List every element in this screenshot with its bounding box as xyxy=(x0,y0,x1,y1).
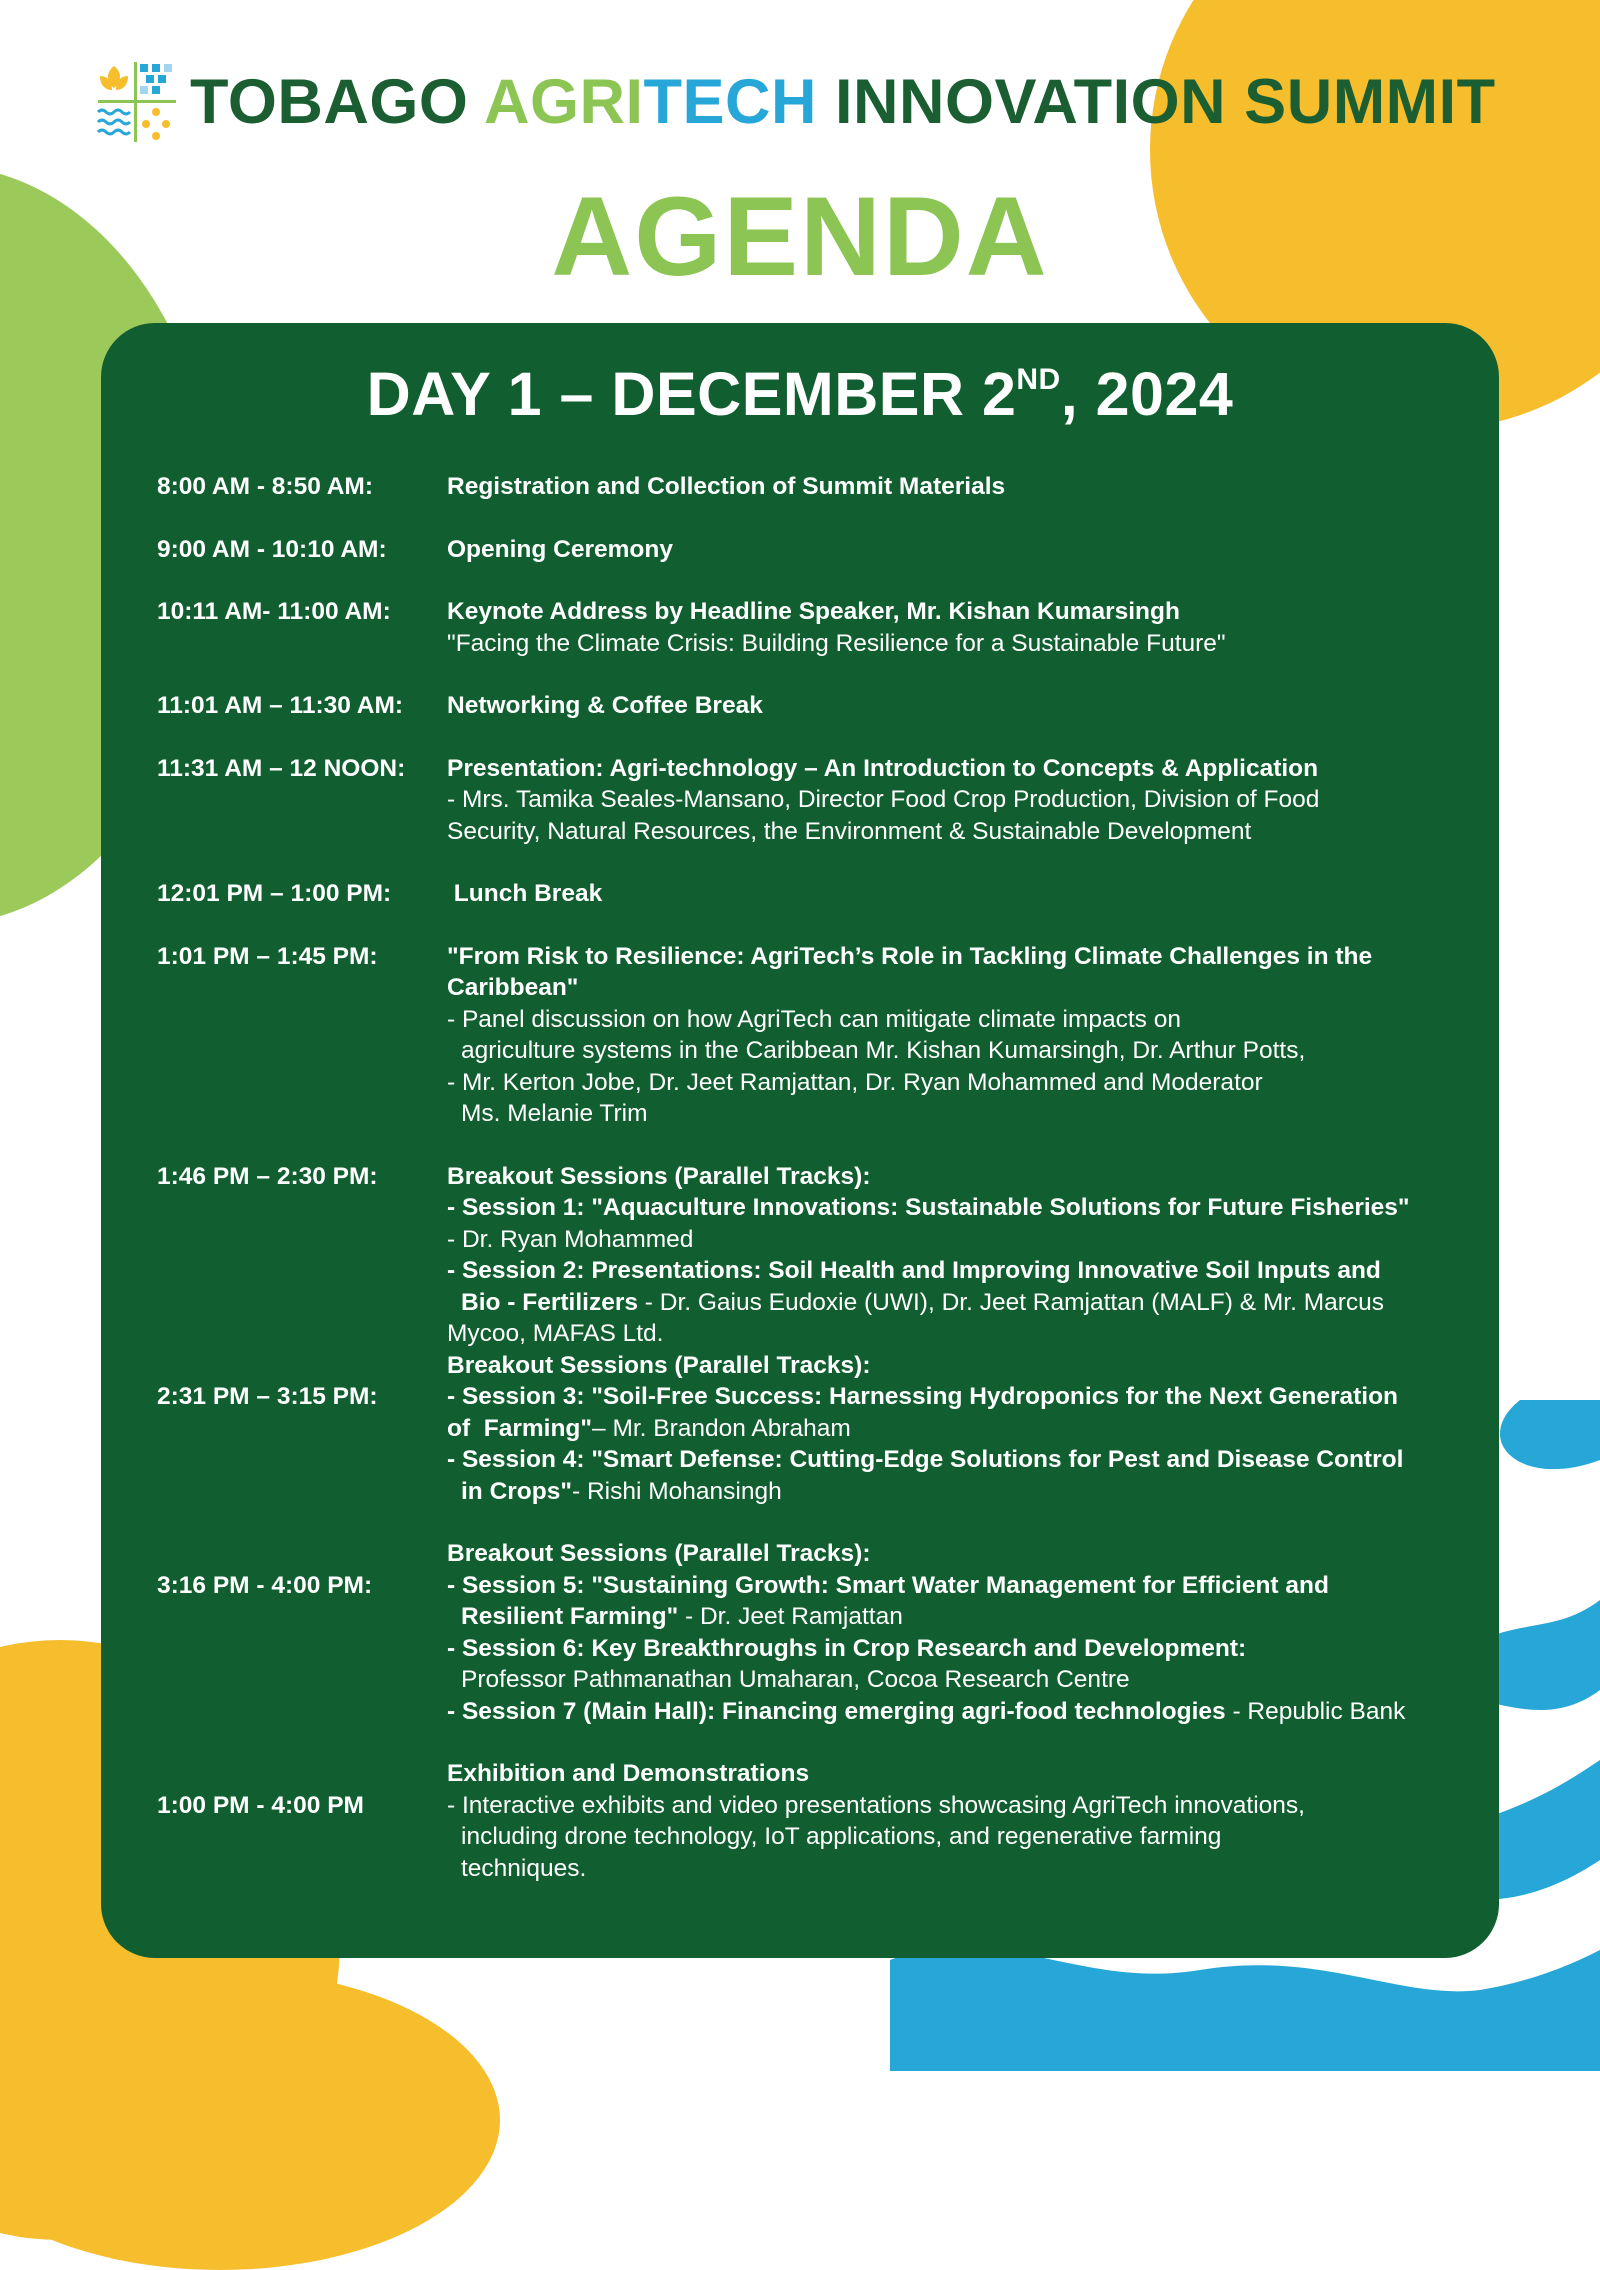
item-description xyxy=(447,878,1477,910)
item-detail: including drone technology, IoT applications, and regenerative farming xyxy=(461,1823,1222,1850)
agenda-item xyxy=(157,1758,1477,1884)
session-title-cont: of Farming" xyxy=(447,1414,593,1442)
session-title: - Session 2: Presentations: Soil Health and Improving Innovative Soil Inputs and xyxy=(447,1257,1381,1284)
session-title: - Session 1: "Aquaculture Innovations: Sustainable Solutions for Future Fisheries" xyxy=(447,1194,1410,1221)
agenda-item xyxy=(157,596,1477,659)
session-detail xyxy=(447,1413,1477,1445)
item-title: Opening Ceremony xyxy=(447,535,673,563)
item-detail: Ms. Melanie Trim xyxy=(461,1100,648,1127)
item-detail: - Mr. Kerton Jobe, Dr. Jeet Ramjattan, Dr. Ryan Mohammed and Moderator xyxy=(447,1068,1263,1096)
session-speaker: Professor Pathmanathan Umaharan, Cocoa Research Centre xyxy=(461,1666,1130,1693)
item-description xyxy=(447,753,1477,848)
session-title: - Session 5: "Sustaining Growth: Smart Water Management for Efficient and xyxy=(447,1571,1329,1599)
item-description xyxy=(447,1161,1477,1350)
breakout-heading: Breakout Sessions (Parallel Tracks): xyxy=(447,1540,871,1567)
item-time: 10:11 AM- 11:00 AM: xyxy=(157,598,391,625)
agenda-item xyxy=(157,941,1477,1130)
agenda-item xyxy=(157,878,1477,910)
page-header xyxy=(0,0,1600,320)
session-speaker: - Dr. Gaius Eudoxie (UWI), Dr. Jeet Ramjattan (MALF) & Mr. Marcus xyxy=(637,1288,1385,1316)
agenda-item xyxy=(157,1538,1477,1727)
item-time: 11:31 AM – 12 NOON: xyxy=(157,754,406,782)
item-title: Keynote Address by Headline Speaker, Mr. Kishan Kumarsingh xyxy=(447,598,1180,625)
item-time: 3:16 PM - 4:00 PM: xyxy=(157,1571,373,1599)
item-description xyxy=(447,471,1477,503)
day-title-ordinal: ND xyxy=(1016,363,1061,396)
summit-title xyxy=(190,66,1496,138)
summit-logo-row xyxy=(96,60,1496,144)
item-title: Presentation: Agri-technology – An Introduction to Concepts & Application xyxy=(447,754,1319,782)
agenda-heading: AGENDA xyxy=(551,174,1049,299)
item-time: 12:01 PM – 1:00 PM: xyxy=(157,880,392,907)
session-title: - Session 7 (Main Hall): Financing emerging agri-food technologies xyxy=(447,1697,1226,1725)
item-time: 9:00 AM - 10:10 AM: xyxy=(157,535,387,563)
exhibition-heading: Exhibition and Demonstrations xyxy=(447,1760,810,1787)
item-detail: techniques. xyxy=(461,1854,587,1882)
session-speaker: – Mr. Brandon Abraham xyxy=(592,1414,851,1442)
session-detail xyxy=(447,1476,1477,1508)
item-title: Caribbean" xyxy=(447,974,579,1001)
agenda-panel xyxy=(101,323,1499,1958)
item-time: 1:46 PM – 2:30 PM: xyxy=(157,1162,378,1190)
session-title-cont: Resilient Farming" xyxy=(461,1603,679,1630)
session-speaker: - Dr. Jeet Ramjattan xyxy=(678,1603,903,1630)
title-word-agri: AGRI xyxy=(484,67,644,137)
item-title: Networking & Coffee Break xyxy=(447,692,763,719)
item-title: "From Risk to Resilience: AgriTech’s Role in Tackling Climate Challenges in the xyxy=(447,942,1373,970)
item-description xyxy=(447,1538,1477,1727)
item-subtitle: "Facing the Climate Crisis: Building Resilience for a Sustainable Future" xyxy=(447,629,1226,657)
session-title: - Session 4: "Smart Defense: Cutting-Edge Solutions for Pest and Disease Control xyxy=(447,1446,1404,1473)
breakout-heading: Breakout Sessions (Parallel Tracks): xyxy=(447,1162,871,1190)
day-title xyxy=(101,359,1499,429)
day-title-text: DAY 1 – DECEMBER 2 xyxy=(366,360,1017,428)
session-speaker: - Dr. Ryan Mohammed xyxy=(447,1225,694,1253)
item-time: 8:00 AM - 8:50 AM: xyxy=(157,473,374,500)
agenda-item xyxy=(157,471,1477,503)
session-speaker: - Rishi Mohansingh xyxy=(571,1477,782,1505)
item-description xyxy=(447,1758,1477,1884)
title-word-tobago: TOBAGO xyxy=(190,67,485,137)
item-time: 1:01 PM – 1:45 PM: xyxy=(157,942,378,970)
day-title-year: , 2024 xyxy=(1060,360,1234,428)
item-time: 2:31 PM – 3:15 PM: xyxy=(157,1383,378,1410)
agenda-item xyxy=(157,690,1477,722)
item-description xyxy=(447,941,1477,1130)
item-time: 11:01 AM – 11:30 AM: xyxy=(157,692,404,719)
agenda-item xyxy=(157,1161,1477,1350)
session-detail xyxy=(447,1601,1477,1633)
item-description xyxy=(447,690,1477,722)
agenda-item xyxy=(157,534,1477,566)
item-detail: - Interactive exhibits and video presentations showcasing AgriTech innovations, xyxy=(447,1791,1305,1819)
item-description xyxy=(447,596,1477,659)
item-time: 1:00 PM - 4:00 PM xyxy=(157,1791,364,1819)
schedule-list xyxy=(157,471,1477,1915)
agenda-item xyxy=(157,753,1477,848)
item-title: Lunch Break xyxy=(447,880,603,907)
session-detail xyxy=(447,1696,1477,1728)
item-detail: Security, Natural Resources, the Environment & Sustainable Development xyxy=(447,817,1252,845)
breakout-heading: Breakout Sessions (Parallel Tracks): xyxy=(447,1351,871,1379)
title-word-tech: TECH xyxy=(643,67,818,137)
session-title: - Session 3: "Soil-Free Success: Harnessing Hydroponics for the Next Generation xyxy=(447,1383,1399,1410)
session-title: - Session 6: Key Breakthroughs in Crop Research and Development: xyxy=(447,1634,1247,1662)
agenda-item xyxy=(157,1350,1477,1508)
session-detail xyxy=(447,1287,1477,1319)
item-detail: - Panel discussion on how AgriTech can mitigate climate impacts on xyxy=(447,1005,1181,1033)
item-description xyxy=(447,1350,1477,1508)
session-speaker: - Republic Bank xyxy=(1225,1697,1406,1725)
session-title-cont: in Crops" xyxy=(461,1477,572,1505)
item-title: Registration and Collection of Summit Materials xyxy=(447,473,1006,500)
summit-logo-icon xyxy=(96,60,178,144)
item-description xyxy=(447,534,1477,566)
item-detail: - Mrs. Tamika Seales-Mansano, Director Food Crop Production, Division of Food xyxy=(447,786,1320,813)
title-word-innovation-summit: INNOVATION SUMMIT xyxy=(817,67,1496,137)
session-title-cont: Bio - Fertilizers xyxy=(461,1288,638,1316)
yellow-circle-decor-bottom-2 xyxy=(0,1970,500,2270)
item-detail: agriculture systems in the Caribbean Mr. Kishan Kumarsingh, Dr. Arthur Potts, xyxy=(461,1037,1306,1064)
session-speaker: Mycoo, MAFAS Ltd. xyxy=(447,1320,664,1347)
